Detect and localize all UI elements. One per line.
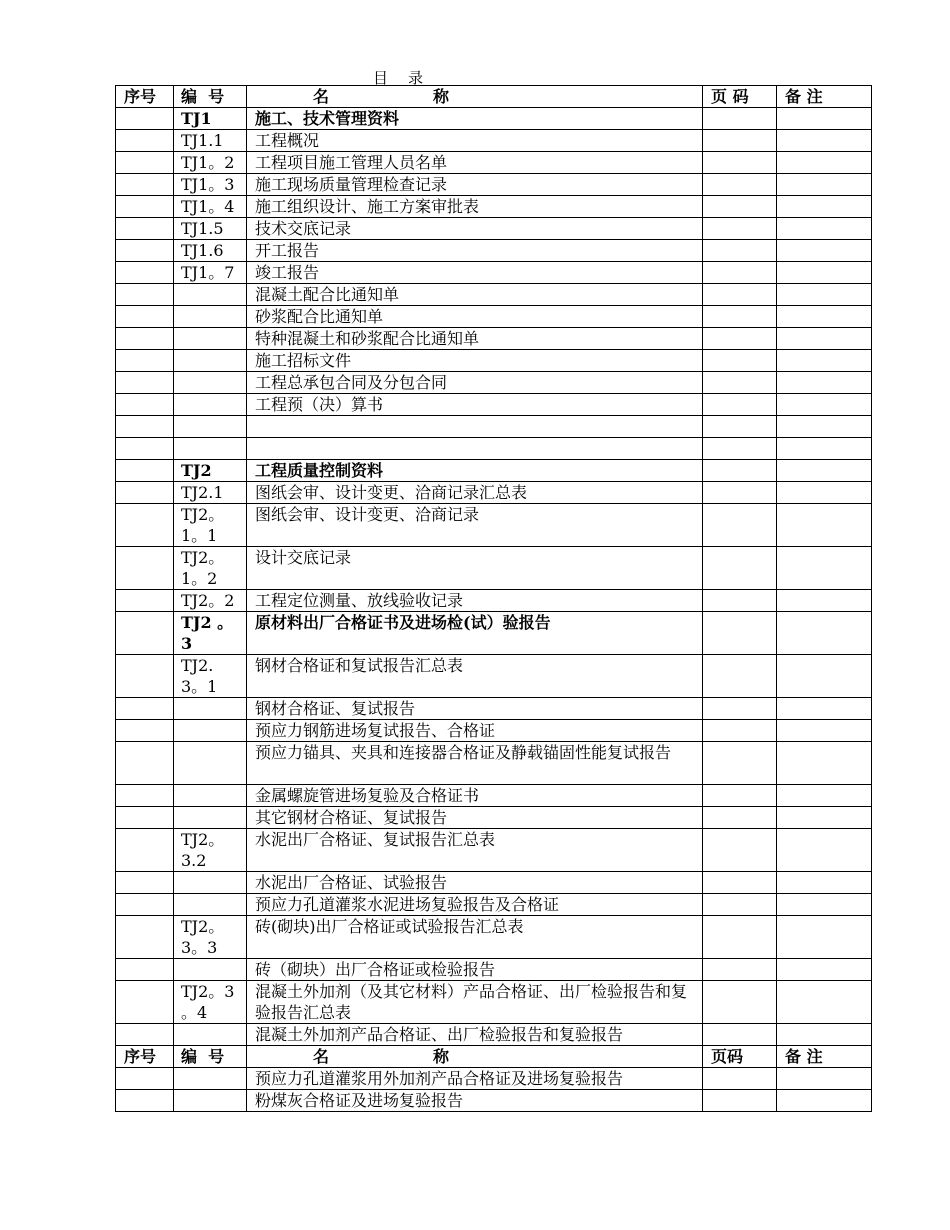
table-row: [116, 720, 872, 742]
code-cell: [174, 872, 247, 894]
name-cell: 特种混凝土和砂浆配合比通知单: [247, 328, 703, 350]
code-cell: [174, 894, 247, 916]
remark-cell: [777, 130, 872, 152]
page-cell: [703, 460, 777, 482]
table-row: [116, 328, 872, 350]
page-cell: [703, 785, 777, 807]
page-cell: [703, 328, 777, 350]
page-cell: [703, 590, 777, 612]
name-cell: 图纸会审、设计变更、洽商记录汇总表: [247, 482, 703, 504]
remark-cell: [777, 742, 872, 785]
name-cell: 开工报告: [247, 240, 703, 262]
remark-cell: [777, 240, 872, 262]
table-row: [116, 590, 872, 612]
table-row: [116, 1068, 872, 1090]
code-cell: [174, 438, 247, 460]
code-cell: TJ1。4: [174, 196, 247, 218]
seq-cell: [116, 350, 174, 372]
table-row: [116, 504, 872, 547]
code-cell: [174, 720, 247, 742]
seq-cell: [116, 482, 174, 504]
code-cell: [174, 1068, 247, 1090]
page-cell: [703, 416, 777, 438]
table-row: [116, 438, 872, 460]
contents-table: [115, 85, 872, 1112]
name-cell: 施工组织设计、施工方案审批表: [247, 196, 703, 218]
seq-cell: [116, 872, 174, 894]
name-cell: 设计交底记录: [247, 547, 703, 590]
code-cell: [174, 306, 247, 328]
seq-cell: [116, 372, 174, 394]
code-cell: TJ1.5: [174, 218, 247, 240]
seq-cell: [116, 916, 174, 959]
page-cell: [703, 655, 777, 698]
table-row: [116, 1090, 872, 1112]
page-cell: [703, 262, 777, 284]
seq-cell: [116, 1024, 174, 1046]
table-row: [116, 350, 872, 372]
name-cell: 施工招标文件: [247, 350, 703, 372]
page-cell: [703, 547, 777, 590]
code-cell: [174, 284, 247, 306]
page-cell: [703, 284, 777, 306]
code-cell: TJ1。2: [174, 152, 247, 174]
header-name: [247, 86, 703, 108]
table-row: [116, 612, 872, 655]
seq-cell: [116, 981, 174, 1024]
name-cell: 钢材合格证、复试报告: [247, 698, 703, 720]
code-cell: [174, 328, 247, 350]
code-cell: TJ2。1。1: [174, 504, 247, 547]
seq-cell: [116, 894, 174, 916]
name-cell: 竣工报告: [247, 262, 703, 284]
code-cell: [174, 785, 247, 807]
name-cell: 水泥出厂合格证、复试报告汇总表: [247, 829, 703, 872]
code-cell: TJ1.6: [174, 240, 247, 262]
page-cell: [703, 130, 777, 152]
table-row: [116, 742, 872, 785]
seq-cell: [116, 829, 174, 872]
remark-cell: [777, 416, 872, 438]
name-cell: 工程质量控制资料: [247, 460, 703, 482]
code-cell: TJ1: [174, 108, 247, 130]
seq-cell: [116, 306, 174, 328]
remark-cell: [777, 262, 872, 284]
seq-cell: [116, 218, 174, 240]
table-row: [116, 655, 872, 698]
table-row: [116, 108, 872, 130]
remark-cell: [777, 1090, 872, 1112]
page-cell: [703, 218, 777, 240]
remark-cell: [777, 959, 872, 981]
table-row: [116, 460, 872, 482]
code-cell: TJ2。3。3: [174, 916, 247, 959]
seq-cell: [116, 698, 174, 720]
code-cell: TJ2 。3: [174, 612, 247, 655]
table-row: [116, 306, 872, 328]
seq-cell: [116, 547, 174, 590]
page-cell: [703, 959, 777, 981]
seq-cell: [116, 590, 174, 612]
code-cell: TJ2。3 。4: [174, 981, 247, 1024]
name-cell: 其它钢材合格证、复试报告: [247, 807, 703, 829]
remark-cell: [777, 720, 872, 742]
header-code: 编 号: [174, 86, 247, 108]
name-cell: 工程定位测量、放线验收记录: [247, 590, 703, 612]
name-cell: 原材料出厂合格证书及进场检(试）验报告: [247, 612, 703, 655]
remark-cell: [777, 284, 872, 306]
header-seq: 序号: [116, 86, 174, 108]
seq-cell: [116, 460, 174, 482]
contents-table-body: [116, 86, 872, 1112]
name-cell: 图纸会审、设计变更、洽商记录: [247, 504, 703, 547]
table-row: [116, 872, 872, 894]
code-cell: TJ2。1。2: [174, 547, 247, 590]
table-row: [116, 981, 872, 1024]
table-row: [116, 152, 872, 174]
seq-cell: [116, 130, 174, 152]
remark-cell: [777, 829, 872, 872]
name-cell: 水泥出厂合格证、试验报告: [247, 872, 703, 894]
name-cell: 预应力钢筋进场复试报告、合格证: [247, 720, 703, 742]
seq-cell: [116, 284, 174, 306]
code-cell: TJ2.3。1: [174, 655, 247, 698]
page-cell: [703, 350, 777, 372]
name-cell: 工程概况: [247, 130, 703, 152]
header-name-part-2: 称: [433, 1047, 450, 1066]
remark-cell: [777, 1068, 872, 1090]
seq-cell: [116, 152, 174, 174]
seq-cell: [116, 196, 174, 218]
name-cell: 混凝土配合比通知单: [247, 284, 703, 306]
remark-cell: [777, 872, 872, 894]
page-cell: [703, 1024, 777, 1046]
page-cell: [703, 372, 777, 394]
code-cell: TJ2。2: [174, 590, 247, 612]
remark-cell: [777, 981, 872, 1024]
page-cell: [703, 807, 777, 829]
page-cell: [703, 829, 777, 872]
table-row: [116, 130, 872, 152]
code-cell: TJ2: [174, 460, 247, 482]
page-cell: [703, 504, 777, 547]
page-cell: [703, 916, 777, 959]
seq-cell: [116, 742, 174, 785]
remark-cell: [777, 394, 872, 416]
code-cell: [174, 1024, 247, 1046]
name-cell: 金属螺旋管进场复验及合格证书: [247, 785, 703, 807]
remark-cell: [777, 350, 872, 372]
table-row: [116, 394, 872, 416]
seq-cell: [116, 807, 174, 829]
remark-cell: [777, 590, 872, 612]
table-row: [116, 916, 872, 959]
name-cell: 预应力锚具、夹具和连接器合格证及静载锚固性能复试报告: [247, 742, 703, 785]
table-row: [116, 547, 872, 590]
remark-cell: [777, 152, 872, 174]
remark-cell: [777, 372, 872, 394]
remark-cell: [777, 196, 872, 218]
code-cell: TJ1。7: [174, 262, 247, 284]
remark-cell: [777, 612, 872, 655]
page-cell: [703, 872, 777, 894]
page-cell: [703, 152, 777, 174]
table-row: [116, 218, 872, 240]
table-row: [116, 196, 872, 218]
header-remark: 备 注: [777, 86, 872, 108]
page-cell: [703, 174, 777, 196]
name-cell: 预应力孔道灌浆用外加剂产品合格证及进场复验报告: [247, 1068, 703, 1090]
remark-cell: [777, 504, 872, 547]
header-name-part-1: 名: [313, 1047, 330, 1066]
name-cell: 砖(砌块)出厂合格证或试验报告汇总表: [247, 916, 703, 959]
seq-cell: [116, 328, 174, 350]
page-cell: [703, 394, 777, 416]
table-row: [116, 785, 872, 807]
page-cell: [703, 981, 777, 1024]
name-cell: 粉煤灰合格证及进场复验报告: [247, 1090, 703, 1112]
remark-cell: [777, 108, 872, 130]
seq-cell: [116, 504, 174, 547]
remark-cell: [777, 438, 872, 460]
page-cell: [703, 1068, 777, 1090]
seq-cell: [116, 612, 174, 655]
seq-cell: [116, 416, 174, 438]
code-cell: [174, 372, 247, 394]
title-char-1: 目: [372, 69, 390, 87]
remark-cell: [777, 460, 872, 482]
page-cell: [703, 720, 777, 742]
code-cell: [174, 698, 247, 720]
seq-cell: [116, 1068, 174, 1090]
code-cell: [174, 959, 247, 981]
name-cell: 预应力孔道灌浆水泥进场复验报告及合格证: [247, 894, 703, 916]
page-cell: [703, 306, 777, 328]
seq-cell: [116, 655, 174, 698]
seq-cell: [116, 438, 174, 460]
table-row: [116, 1024, 872, 1046]
page-cell: [703, 1090, 777, 1112]
page-cell: [703, 894, 777, 916]
remark-cell: [777, 174, 872, 196]
name-cell: 技术交底记录: [247, 218, 703, 240]
name-cell: 混凝土外加剂产品合格证、出厂检验报告和复验报告: [247, 1024, 703, 1046]
header-name-part-2: 称: [433, 87, 450, 106]
page-cell: [703, 196, 777, 218]
remark-cell: [777, 328, 872, 350]
seq-cell: [116, 240, 174, 262]
name-cell: 工程预（决）算书: [247, 394, 703, 416]
header-name: [247, 1046, 703, 1068]
code-cell: [174, 350, 247, 372]
name-cell: 混凝土外加剂（及其它材料）产品合格证、出厂检验报告和复验报告汇总表: [247, 981, 703, 1024]
remark-cell: [777, 547, 872, 590]
remark-cell: [777, 655, 872, 698]
name-cell: 砖（砌块）出厂合格证或检验报告: [247, 959, 703, 981]
table-row: [116, 240, 872, 262]
table-row: [116, 284, 872, 306]
remark-cell: [777, 482, 872, 504]
seq-cell: [116, 394, 174, 416]
name-cell: 工程总承包合同及分包合同: [247, 372, 703, 394]
remark-cell: [777, 916, 872, 959]
remark-cell: [777, 1024, 872, 1046]
table-row: [116, 262, 872, 284]
name-cell: 钢材合格证和复试报告汇总表: [247, 655, 703, 698]
table-row: [116, 807, 872, 829]
code-cell: [174, 416, 247, 438]
seq-cell: [116, 174, 174, 196]
table-row: [116, 482, 872, 504]
name-cell: 施工现场质量管理检查记录: [247, 174, 703, 196]
name-cell: 砂浆配合比通知单: [247, 306, 703, 328]
seq-cell: [116, 262, 174, 284]
name-cell: [247, 416, 703, 438]
header-page: 页 码: [703, 86, 777, 108]
code-cell: TJ2。3.2: [174, 829, 247, 872]
code-cell: TJ1.1: [174, 130, 247, 152]
header-remark: 备 注: [777, 1046, 872, 1068]
code-cell: [174, 742, 247, 785]
header-page: 页码: [703, 1046, 777, 1068]
code-cell: [174, 1090, 247, 1112]
remark-cell: [777, 894, 872, 916]
name-cell: 施工、技术管理资料: [247, 108, 703, 130]
table-row: [116, 894, 872, 916]
header-code: 编 号: [174, 1046, 247, 1068]
table-row: [116, 959, 872, 981]
table-header-row-repeat: [116, 1046, 872, 1068]
code-cell: TJ2.1: [174, 482, 247, 504]
table-row: [116, 174, 872, 196]
page-cell: [703, 612, 777, 655]
remark-cell: [777, 785, 872, 807]
page-cell: [703, 240, 777, 262]
page-cell: [703, 438, 777, 460]
header-name-part-1: 名: [313, 87, 330, 106]
table-header-row: [116, 86, 872, 108]
code-cell: [174, 394, 247, 416]
page-cell: [703, 742, 777, 785]
header-seq: 序号: [116, 1046, 174, 1068]
seq-cell: [116, 1090, 174, 1112]
seq-cell: [116, 108, 174, 130]
seq-cell: [116, 785, 174, 807]
code-cell: TJ1。3: [174, 174, 247, 196]
remark-cell: [777, 218, 872, 240]
table-row: [116, 829, 872, 872]
seq-cell: [116, 720, 174, 742]
table-row: [116, 698, 872, 720]
table-row: [116, 416, 872, 438]
seq-cell: [116, 959, 174, 981]
remark-cell: [777, 306, 872, 328]
remark-cell: [777, 807, 872, 829]
title-char-2: 录: [408, 69, 426, 87]
name-cell: 工程项目施工管理人员名单: [247, 152, 703, 174]
name-cell: [247, 438, 703, 460]
page-cell: [703, 108, 777, 130]
remark-cell: [777, 698, 872, 720]
page-cell: [703, 698, 777, 720]
page-cell: [703, 482, 777, 504]
table-row: [116, 372, 872, 394]
code-cell: [174, 807, 247, 829]
